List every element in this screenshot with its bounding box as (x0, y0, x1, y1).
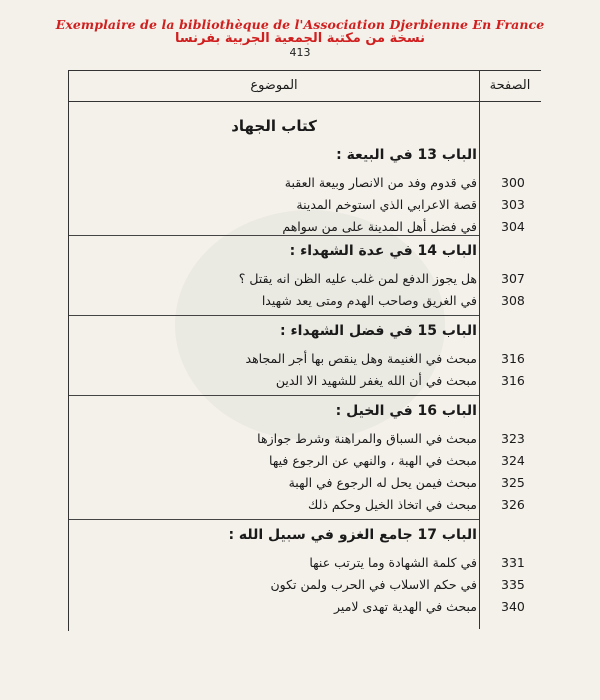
page-number: 413 (289, 46, 311, 59)
entry-page: 308 (501, 293, 525, 308)
entry-topic: في فضل أهل المدينة على من سواهم (282, 219, 477, 234)
entry-page: 325 (501, 475, 525, 490)
entry-topic: مبحث في الهدية تهدى لامير (334, 599, 477, 614)
list-item (69, 373, 541, 395)
chapter-title: الباب 14 في عدة الشهداء : (289, 243, 477, 259)
list-item (69, 577, 541, 599)
chapter-title: الباب 16 في الخيل : (335, 403, 477, 419)
page-column-header: الصفحة (489, 78, 531, 93)
entry-page: 316 (501, 351, 525, 366)
book-title: كتاب الجهاد (231, 117, 317, 135)
section-divider (69, 395, 479, 396)
entry-topic: في الغريق وصاحب الهدم ومتى يعد شهيدا (261, 293, 477, 308)
entry-page: 326 (501, 497, 525, 512)
list-item (69, 497, 541, 519)
list-item (69, 475, 541, 497)
entry-topic: مبحث في الغنيمة وهل ينقص بها أجر المجاهد (245, 351, 477, 366)
entry-page: 324 (501, 453, 525, 468)
entry-topic: في حكم الاسلاب في الحرب ولمن تكون (270, 577, 477, 592)
library-stamp-arabic: نسخة من مكتبة الجمعية الجربية بفرنسا (175, 31, 425, 46)
chapter-title: الباب 13 في البيعة : (336, 147, 477, 163)
entry-page: 300 (501, 175, 525, 190)
entry-topic: هل يجوز الدفع لمن غلب عليه الظن انه يقتل ؟ (238, 271, 477, 286)
entry-page: 304 (501, 219, 525, 234)
entry-page: 323 (501, 431, 525, 446)
entry-topic: مبحث في السباق والمراهنة وشرط جوازها (257, 431, 477, 446)
list-item (69, 219, 541, 241)
entry-topic: مبحث في اتخاذ الخيل وحكم ذلك (308, 497, 477, 512)
column-divider (479, 71, 480, 629)
library-stamp-latin: Exemplaire de la bibliothèque de l'Association Djerbienne En France (55, 17, 545, 32)
entry-topic: في كلمة الشهادة وما يترتب عنها (309, 555, 477, 570)
entry-page: 331 (501, 555, 525, 570)
list-item (69, 271, 541, 293)
topic-column-header: الموضوع (250, 78, 298, 93)
chapter-title: الباب 17 جامع الغزو في سبيل الله : (228, 527, 477, 543)
list-item (69, 175, 541, 197)
entry-topic: مبحث في أن الله يغفر للشهيد الا الدين (275, 373, 477, 388)
entry-page: 316 (501, 373, 525, 388)
entry-topic: مبحث في الهبة ، والنهي عن الرجوع فيها (269, 453, 477, 468)
entry-page: 307 (501, 271, 525, 286)
entry-topic: في قدوم وفد من الانصار وبيعة العقبة (284, 175, 477, 190)
list-item (69, 197, 541, 219)
list-item (69, 351, 541, 373)
list-item (69, 453, 541, 475)
section-divider (69, 519, 479, 520)
entry-page: 335 (501, 577, 525, 592)
chapter-title: الباب 15 في فضل الشهداء : (280, 323, 477, 339)
list-item (69, 293, 541, 315)
entry-topic: قصة الاعرابي الذي استوخم المدينة (296, 197, 477, 212)
entry-page: 340 (501, 599, 525, 614)
table-header-row (69, 71, 541, 102)
list-item (69, 599, 541, 621)
list-item (69, 555, 541, 577)
entry-page: 303 (501, 197, 525, 212)
list-item (69, 431, 541, 453)
section-divider (69, 235, 479, 236)
entry-topic: مبحث فيمن يحل له الرجوع في الهبة (288, 475, 477, 490)
table-of-contents (68, 70, 541, 631)
section-divider (69, 315, 479, 316)
